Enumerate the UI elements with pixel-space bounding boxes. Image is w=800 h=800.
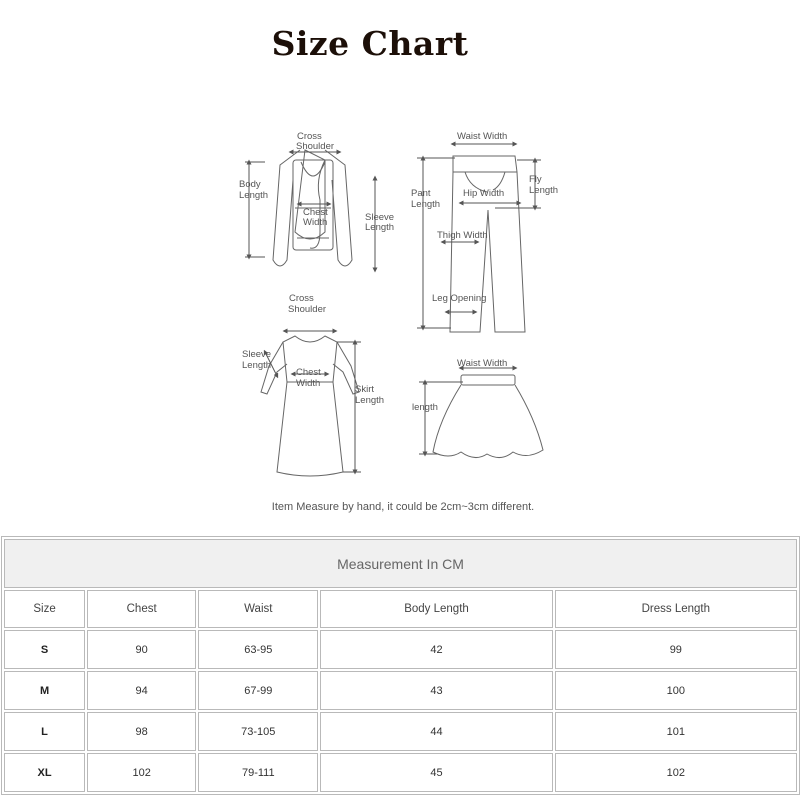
label-dress-sleeve-length-1: Sleeve (242, 349, 272, 360)
skirt-illustration (433, 375, 543, 458)
cell-size: L (4, 712, 85, 751)
label-dress-cross-shoulder-2: Shoulder (288, 304, 327, 315)
cell-body-length: 42 (320, 630, 552, 669)
label-waist-width-skirt: Waist Width (457, 358, 508, 369)
table-row (4, 753, 797, 792)
cell-waist: 63-95 (198, 630, 318, 669)
cell-body-length: 45 (320, 753, 552, 792)
cell-dress-length: 101 (555, 712, 797, 751)
cell-dress-length: 100 (555, 671, 797, 710)
header-dress-length: Dress Length (555, 590, 797, 628)
cell-chest: 102 (87, 753, 196, 792)
table-header-row (4, 590, 797, 628)
label-dress-sleeve-length-2: Length (242, 360, 272, 371)
cell-waist: 79-111 (198, 753, 318, 792)
table-row (4, 671, 797, 710)
cell-body-length: 44 (320, 712, 552, 751)
label-skirt-length-1: Skirt (355, 384, 374, 395)
label-sleeve-length-1: Sleeve (365, 212, 395, 223)
measurement-note: Item Measure by hand, it could be 2cm~3cm different. (271, 501, 535, 513)
cell-waist: 67-99 (198, 671, 318, 710)
label-pant-length-1: Pant (411, 188, 431, 199)
cell-size: XL (4, 753, 85, 792)
label-pant-length-2: Length (411, 199, 441, 210)
dress-illustration (261, 336, 359, 476)
label-hip-width: Hip Width (463, 188, 505, 199)
label-chest-width-1: Chest (303, 207, 328, 218)
label-skirt-length: length (412, 402, 438, 413)
label-body-length-2: Length (239, 190, 269, 201)
label-thigh-width: Thigh Width (437, 230, 488, 241)
header-chest: Chest (87, 590, 196, 628)
label-body-length-1: Body (239, 179, 261, 190)
table-row (4, 630, 797, 669)
label-chest-width-2: Width (303, 217, 328, 228)
cell-chest: 90 (87, 630, 196, 669)
pants-illustration (450, 156, 525, 332)
label-leg-opening: Leg Opening (432, 293, 487, 304)
cell-dress-length: 102 (555, 753, 797, 792)
table-row (4, 712, 797, 751)
cell-size: S (4, 630, 85, 669)
label-cross-shoulder-2: Shoulder (296, 141, 335, 152)
cell-waist: 73-105 (198, 712, 318, 751)
label-skirt-length-2: Length (355, 395, 385, 406)
header-waist: Waist (198, 590, 318, 628)
cell-chest: 98 (87, 712, 196, 751)
label-waist-width-pants: Waist Width (457, 131, 508, 142)
table-caption: Measurement In CM (4, 539, 797, 588)
label-fly-length-1: Fly (529, 174, 542, 185)
measurement-diagram (225, 120, 575, 490)
label-dress-chest-width-2: Width (296, 378, 321, 389)
cell-chest: 94 (87, 671, 196, 710)
label-sleeve-length-2: Length (365, 222, 395, 233)
size-table (1, 536, 800, 795)
cell-body-length: 43 (320, 671, 552, 710)
label-cross-shoulder-1: Cross (297, 131, 322, 142)
label-fly-length-2: Length (529, 185, 559, 196)
label-dress-chest-width-1: Chest (296, 367, 321, 378)
page-title: Size Chart (271, 24, 469, 63)
header-size: Size (4, 590, 85, 628)
cell-dress-length: 99 (555, 630, 797, 669)
cell-size: M (4, 671, 85, 710)
header-body-length: Body Length (320, 590, 552, 628)
label-dress-cross-shoulder-1: Cross (289, 293, 314, 304)
